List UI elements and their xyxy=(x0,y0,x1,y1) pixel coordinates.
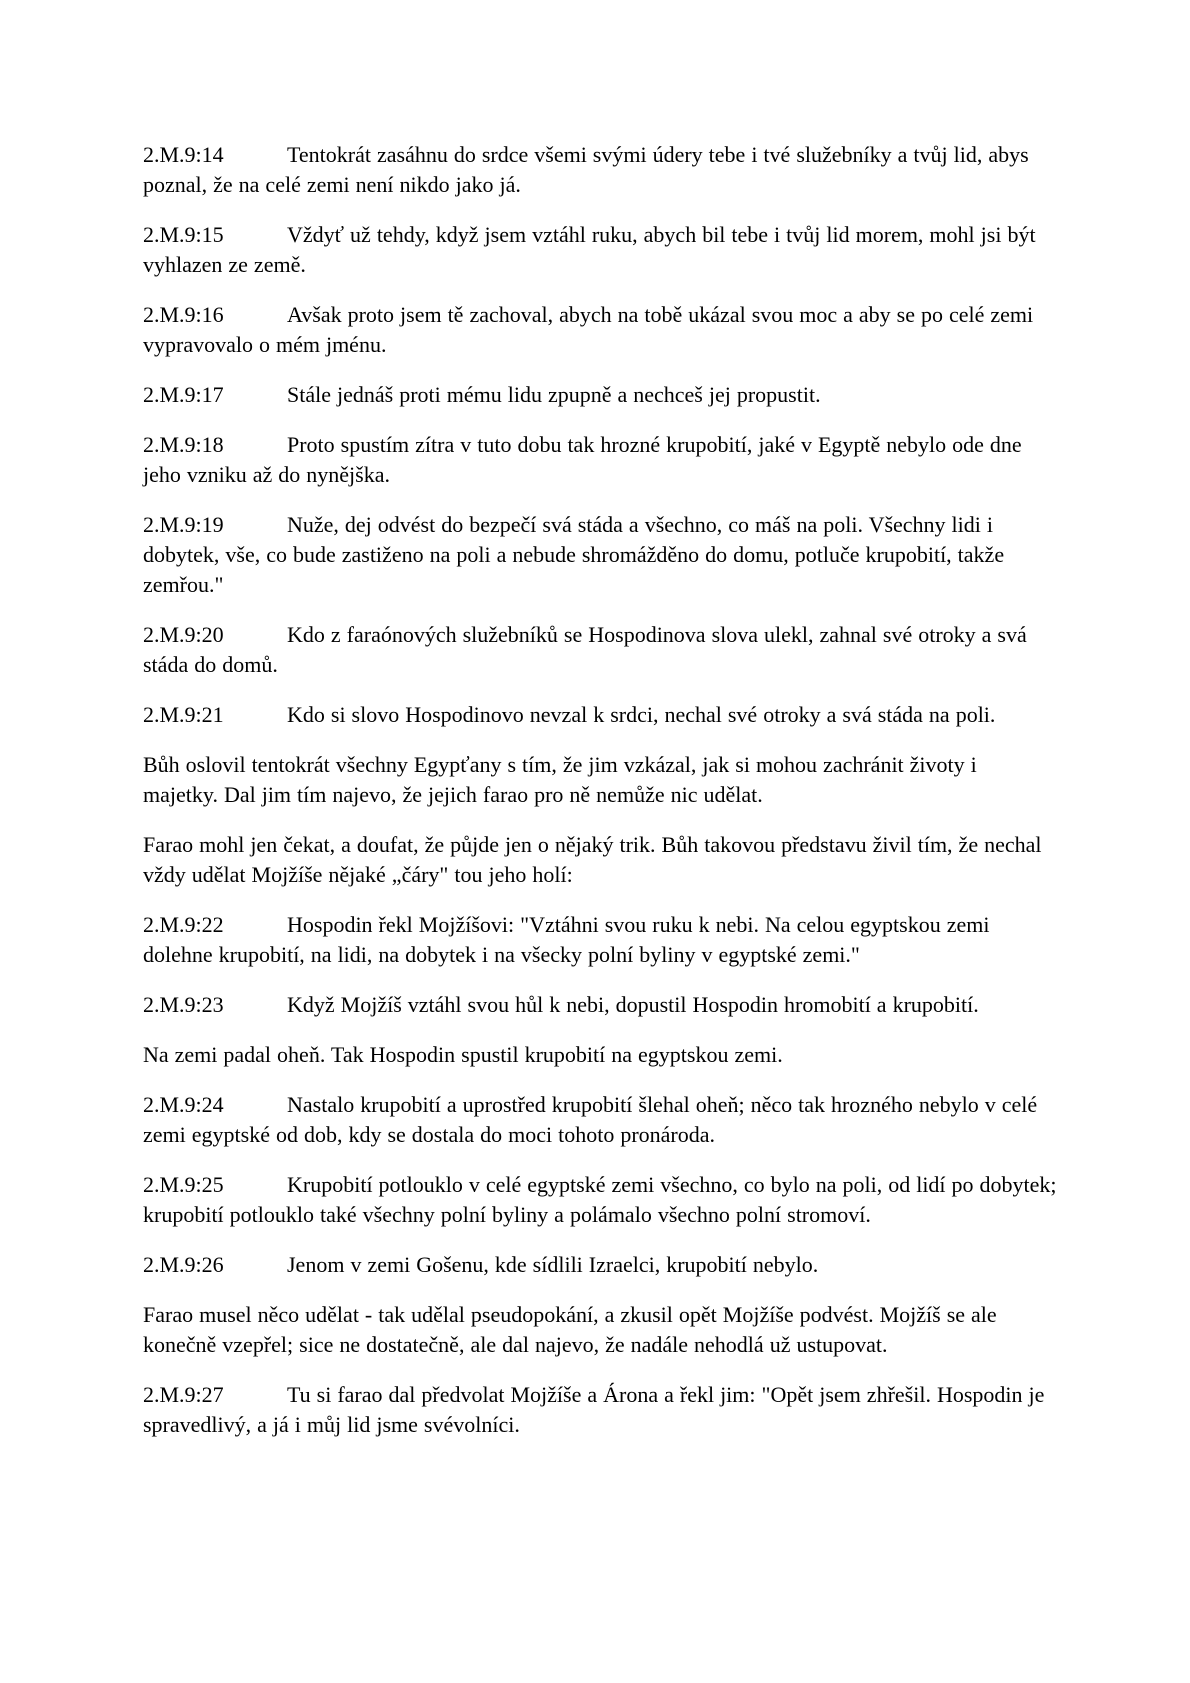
verse-ref: 2.M.9:21 xyxy=(143,702,224,727)
verse-text: Krupobití potlouklo v celé egyptské zemi všechno, co bylo na poli, od lidí po dobytek; krupobití potlouklo také všechny polní byliny a polámalo všechno polní stromoví. xyxy=(143,1172,1057,1227)
verse-text: Nastalo krupobití a uprostřed krupobití šlehal oheň; něco tak hrozného nebylo v celé zemi egyptské od dob, kdy se dostala do moci tohoto pronároda. xyxy=(143,1092,1038,1147)
verse-text: Avšak proto jsem tě zachoval, abych na tobě ukázal svou moc a aby se po celé zemi vypravovalo o mém jménu. xyxy=(143,302,1034,357)
verse-paragraph xyxy=(143,990,1057,1020)
verse-paragraph xyxy=(143,510,1057,600)
verse-paragraph xyxy=(143,140,1057,200)
verse-text: Tu si farao dal předvolat Mojžíše a Árona a řekl jim: "Opět jsem zhřešil. Hospodin je spravedlivý, a já i můj lid jsme svévolníci. xyxy=(143,1382,1045,1437)
verse-ref: 2.M.9:18 xyxy=(143,432,224,457)
verse-paragraph xyxy=(143,380,1057,410)
verse-ref: 2.M.9:24 xyxy=(143,1092,224,1117)
verse-ref: 2.M.9:19 xyxy=(143,512,224,537)
verse-ref: 2.M.9:14 xyxy=(143,142,224,167)
verse-text: Když Mojžíš vztáhl svou hůl k nebi, dopustil Hospodin hromobití a krupobití. xyxy=(287,992,979,1017)
verse-paragraph xyxy=(143,1090,1057,1150)
commentary-text: Na zemi padal oheň. Tak Hospodin spustil krupobití na egyptskou zemi. xyxy=(143,1042,783,1067)
verse-text: Hospodin řekl Mojžíšovi: "Vztáhni svou ruku k nebi. Na celou egyptskou zemi dolehne krupobití, na lidi, na dobytek i na všecky polní byliny v egyptské zemi." xyxy=(143,912,990,967)
verse-paragraph xyxy=(143,220,1057,280)
verse-paragraph xyxy=(143,700,1057,730)
verse-ref: 2.M.9:15 xyxy=(143,222,224,247)
document-body xyxy=(143,140,1057,1440)
verse-text: Stále jednáš proti mému lidu zpupně a nechceš jej propustit. xyxy=(287,382,821,407)
verse-paragraph xyxy=(143,300,1057,360)
verse-text: Jenom v zemi Gošenu, kde sídlili Izraelci, krupobití nebylo. xyxy=(287,1252,819,1277)
verse-paragraph xyxy=(143,1170,1057,1230)
commentary-paragraph xyxy=(143,750,1057,810)
verse-ref: 2.M.9:17 xyxy=(143,382,224,407)
commentary-paragraph xyxy=(143,1300,1057,1360)
verse-ref: 2.M.9:25 xyxy=(143,1172,224,1197)
commentary-paragraph xyxy=(143,830,1057,890)
verse-paragraph xyxy=(143,620,1057,680)
verse-text: Vždyť už tehdy, když jsem vztáhl ruku, abych bil tebe i tvůj lid morem, mohl jsi být vyhlazen ze země. xyxy=(143,222,1036,277)
commentary-text: Bůh oslovil tentokrát všechny Egypťany s tím, že jim vzkázal, jak si mohou zachránit životy i majetky. Dal jim tím najevo, že jejich farao pro ně nemůže nic udělat. xyxy=(143,752,977,807)
verse-paragraph xyxy=(143,1250,1057,1280)
verse-paragraph xyxy=(143,430,1057,490)
commentary-text: Farao musel něco udělat - tak udělal pseudopokání, a zkusil opět Mojžíše podvést. Mojžíš se ale konečně vzepřel; sice ne dostatečně, ale dal najevo, že nadále nehodlá už ustupovat. xyxy=(143,1302,997,1357)
verse-ref: 2.M.9:20 xyxy=(143,622,224,647)
commentary-paragraph xyxy=(143,1040,1057,1070)
verse-paragraph xyxy=(143,910,1057,970)
verse-text: Nuže, dej odvést do bezpečí svá stáda a všechno, co máš na poli. Všechny lidi i dobytek, vše, co bude zastiženo na poli a nebude shromážděno do domu, potluče krupobití, takže zemřou." xyxy=(143,512,1005,597)
verse-ref: 2.M.9:16 xyxy=(143,302,224,327)
verse-text: Proto spustím zítra v tuto dobu tak hrozné krupobití, jaké v Egyptě nebylo ode dne jeho vzniku až do nynějška. xyxy=(143,432,1022,487)
verse-ref: 2.M.9:22 xyxy=(143,912,224,937)
verse-text: Tentokrát zasáhnu do srdce všemi svými údery tebe i tvé služebníky a tvůj lid, abys poznal, že na celé zemi není nikdo jako já. xyxy=(143,142,1029,197)
verse-ref: 2.M.9:26 xyxy=(143,1252,224,1277)
verse-ref: 2.M.9:23 xyxy=(143,992,224,1017)
verse-text: Kdo si slovo Hospodinovo nevzal k srdci, nechal své otroky a svá stáda na poli. xyxy=(287,702,996,727)
verse-ref: 2.M.9:27 xyxy=(143,1382,224,1407)
verse-text: Kdo z faraónových služebníků se Hospodinova slova ulekl, zahnal své otroky a svá stáda do domů. xyxy=(143,622,1027,677)
commentary-text: Farao mohl jen čekat, a doufat, že půjde jen o nějaký trik. Bůh takovou představu živil tím, že nechal vždy udělat Mojžíše nějaké „čáry" tou jeho holí: xyxy=(143,832,1042,887)
verse-paragraph xyxy=(143,1380,1057,1440)
